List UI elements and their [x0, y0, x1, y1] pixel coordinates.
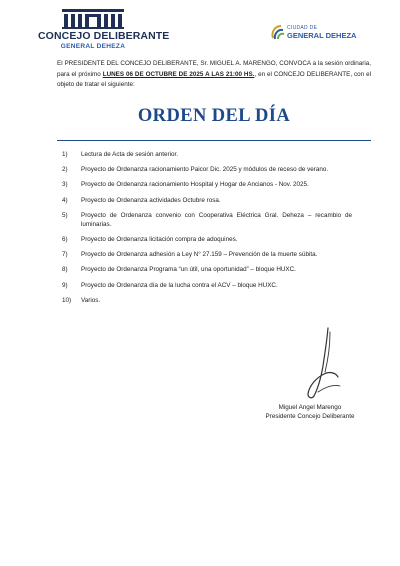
signer-block [250, 403, 370, 421]
convocation-text-start: El PRESIDENTE DEL CONCEJO DELIBERANTE, Sr. MIGUEL A. MARENGO, CONVOCA a la sesión ordinaria, para el próximo [57, 60, 371, 78]
agenda-item-text: Proyecto de Ordenanza convenio con Cooperativa Eléctrica Gral. Deheza – recambio de luminarias. [81, 211, 352, 228]
agenda-item-text: Lectura de Acta de sesión anterior. [81, 151, 178, 158]
signer-name: Miguel Angel Marengo [278, 404, 342, 411]
ciudad-logo-line2: GENERAL DEHEZA [287, 31, 357, 40]
agenda-item-number: 7) [62, 251, 68, 259]
agenda-item-text: Proyecto de Ordenanza racionamiento Hospital y Hogar de Ancianos - Nov. 2025. [81, 181, 309, 189]
agenda-item-text: Proyecto de Ordenanza día de la lucha contra el ACV – bloque HUXC. [81, 281, 278, 289]
building-columns-icon [62, 9, 124, 29]
agenda-item-text: Proyecto de Ordenanza adhesión a Ley N° 27.159 – Prevención de la muerte súbita. [81, 251, 318, 259]
convocation-paragraph [57, 59, 371, 91]
ciudad-logo [270, 23, 380, 43]
handwritten-signature [294, 326, 344, 401]
agenda-item-text: Proyecto de Ordenanza racionamiento Paicor Dic. 2025 y módulos de receso de verano. [81, 166, 329, 174]
title-divider [57, 140, 371, 141]
agenda-item-number: 10) [62, 296, 72, 304]
city-swirl-icon [270, 23, 286, 41]
agenda-item [62, 211, 352, 229]
agenda-item-number: 1) [62, 151, 68, 158]
agenda-item-text: Proyecto de Ordenanza licitación compra de adoquines. [81, 235, 238, 243]
agenda-item [62, 165, 352, 174]
signer-role: Presidente Concejo Deliberante [265, 413, 355, 420]
session-date-highlight: LUNES 06 DE OCTUBRE DE 2025 A LAS 21:00 HS. [102, 70, 255, 78]
page-title: ORDEN DEL DÍA [137, 106, 291, 126]
agenda-item-number: 2) [62, 166, 68, 174]
agenda-item [62, 150, 352, 159]
agenda-item-number: 4) [62, 196, 68, 204]
agenda-item [62, 180, 352, 189]
agenda-item-number: 3) [62, 181, 68, 189]
agenda-item [62, 281, 352, 290]
agenda-item-text: Varios. [81, 296, 101, 304]
agenda-list [62, 150, 352, 311]
agenda-item-number: 6) [62, 235, 68, 243]
agenda-item [62, 196, 352, 205]
convocation-text-end: , en el CONCEJO DELIBERANTE, con el objeto de tratar el siguiente: [57, 70, 372, 88]
agenda-item-number: 5) [62, 211, 68, 219]
agenda-item [62, 235, 352, 244]
agenda-item [62, 250, 352, 259]
agenda-item [62, 265, 352, 274]
concejo-logo-name: CONCEJO DELIBERANTE [38, 30, 170, 42]
agenda-item [62, 296, 352, 305]
agenda-item-number: 8) [62, 266, 68, 274]
agenda-item-text: Proyecto de Ordenanza Programa “un útil, una oportunidad” – bloque HUXC. [81, 266, 296, 274]
ciudad-logo-line1: CIUDAD DE [287, 25, 318, 31]
agenda-item-text: Proyecto de Ordenanza actividades Octubre rosa. [81, 196, 221, 204]
agenda-item-number: 9) [62, 281, 68, 289]
concejo-logo-subtitle: GENERAL DEHEZA [60, 43, 126, 50]
concejo-logo [38, 9, 170, 50]
